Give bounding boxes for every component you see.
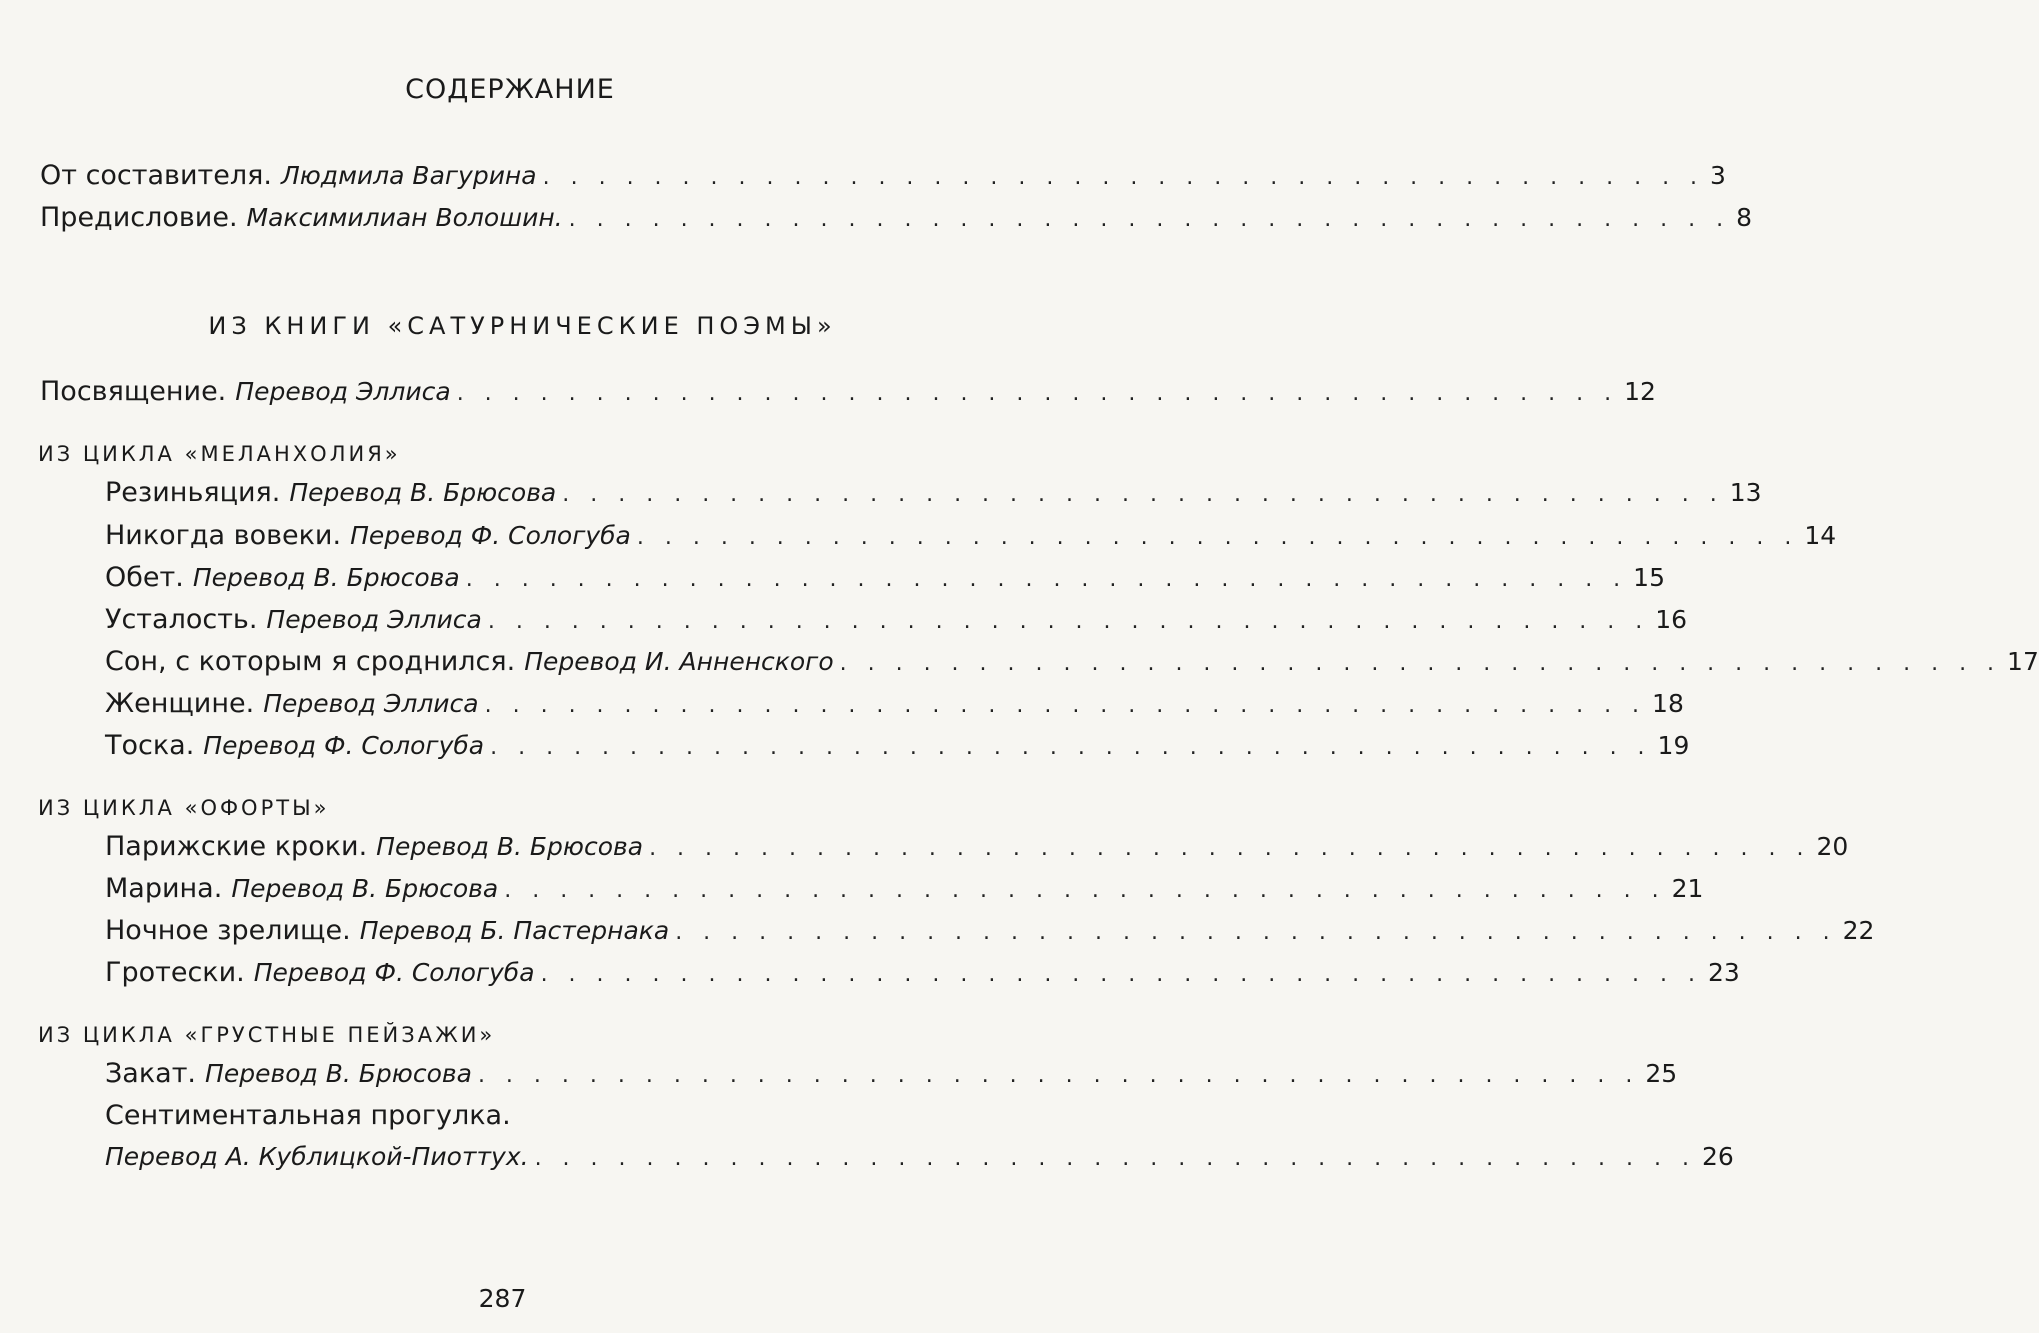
leader-dots: . . . . . . . . . . . . . . . . . . . . . . . . . . . . . . . . . . . . . . . . . . <box>675 920 1837 945</box>
entry-author: Перевод В. Брюсова <box>289 478 557 507</box>
section-heading: ИЗ КНИГИ «САТУРНИЧЕСКИЕ ПОЭМЫ» <box>208 312 837 340</box>
entry-author: Перевод Б. Пастернака <box>359 916 670 945</box>
entry-page: 20 <box>1816 832 1849 861</box>
leader-dots: . . . . . . . . . . . . . . . . . . . . . . . . . . . . . . . . . . . . . . . . . . <box>534 1146 1696 1171</box>
entry-title: Обет. <box>105 562 184 593</box>
entry-title: Парижские кроки. <box>105 831 368 862</box>
entry-page: 13 <box>1729 478 1762 507</box>
page-title: СОДЕРЖАНИЕ <box>405 74 615 105</box>
entry-author: Максимилиан Волошин. <box>246 203 563 232</box>
entry-author: Перевод Эллиса <box>266 605 482 634</box>
toc-entry[interactable] <box>105 1100 960 1144</box>
entry-title: Ночное зрелище. <box>105 915 351 946</box>
entry-title: Никогда вовеки. <box>105 520 342 551</box>
leader-dots: . . . . . . . . . . . . . . . . . . . . . . . . . . . . . . . . . . . . . . . . . . <box>649 836 1811 861</box>
leader-dots: . . . . . . . . . . . . . . . . . . . . . . . . . . . . . . . . . . . . . . . . . . <box>484 693 1647 718</box>
leader-dots: . . . . . . . . . . . . . . . . . . . . . . . . . . . . . . . . . . . . . . . . . . <box>562 482 1724 507</box>
toc-entry[interactable] <box>40 202 1752 246</box>
entry-page: 18 <box>1652 689 1684 718</box>
entry-title: Тоска. <box>105 730 195 761</box>
entry-page: 12 <box>1624 377 1656 406</box>
toc-entry[interactable] <box>105 730 1690 774</box>
leader-dots: . . . . . . . . . . . . . . . . . . . . . . . . . . . . . . . . . . . . . . . . . . <box>542 165 1705 190</box>
entry-page: 22 <box>1842 916 1875 945</box>
entry-author: Перевод Ф. Сологуба <box>350 521 631 550</box>
toc-entry[interactable] <box>105 562 1665 606</box>
leader-dots: . . . . . . . . . . . . . . . . . . . . . . . . . . . . . . . . . . . . . . . . . . <box>465 567 1628 592</box>
toc-entry[interactable] <box>105 604 1688 648</box>
entry-page: 8 <box>1736 203 1752 232</box>
toc-entry[interactable] <box>105 1058 1678 1102</box>
page-number: 287 <box>478 1284 527 1313</box>
toc-entry[interactable] <box>105 957 1740 1001</box>
leader-dots: . . . . . . . . . . . . . . . . . . . . . . . . . . . . . . . . . . . . . . . . . . <box>490 735 1652 760</box>
entry-title: Посвящение. <box>40 376 227 407</box>
entry-author: Перевод Ф. Сологуба <box>253 958 535 987</box>
toc-entry[interactable] <box>40 376 1656 420</box>
entry-title: Усталость. <box>105 604 258 635</box>
toc-entry[interactable] <box>105 646 2039 690</box>
entry-page: 15 <box>1633 563 1665 592</box>
entry-page: 21 <box>1671 874 1704 903</box>
entry-author: Перевод Эллиса <box>235 377 451 406</box>
entry-page: 3 <box>1710 161 1726 190</box>
entry-author: Перевод В. Брюсова <box>192 563 460 592</box>
toc-entry[interactable] <box>105 520 1837 564</box>
leader-dots: . . . . . . . . . . . . . . . . . . . . . . . . . . . . . . . . . . . . . . . . . . <box>456 381 1619 406</box>
leader-dots: . . . . . . . . . . . . . . . . . . . . . . . . . . . . . . . . . . . . . . . . . . <box>636 525 1799 550</box>
entry-title: Предисловие. <box>40 202 238 233</box>
entry-page: 23 <box>1708 958 1740 987</box>
entry-page: 14 <box>1804 521 1837 550</box>
cycle-heading: ИЗ ЦИКЛА «МЕЛАНХОЛИЯ» <box>38 442 401 466</box>
entry-author: Перевод Ф. Сологуба <box>203 731 485 760</box>
cycle-heading: ИЗ ЦИКЛА «ГРУСТНЫЕ ПЕЙЗАЖИ» <box>38 1023 496 1047</box>
entry-author: Людмила Вагурина <box>280 161 537 190</box>
toc-entry[interactable] <box>105 831 1849 875</box>
entry-title: От составителя. <box>40 160 272 191</box>
entry-page: 17 <box>2007 647 2039 676</box>
entry-page: 25 <box>1645 1059 1678 1088</box>
toc-entry[interactable] <box>105 873 1704 917</box>
entry-author: Перевод А. Кублицкой-Пиоттух. <box>105 1142 529 1171</box>
leader-dots: . . . . . . . . . . . . . . . . . . . . . . . . . . . . . . . . . . . . . . . . . . <box>839 651 2002 676</box>
entry-author: Перевод В. Брюсова <box>205 1059 472 1088</box>
toc-entry[interactable] <box>105 477 1762 521</box>
toc-entry[interactable] <box>40 160 1726 204</box>
entry-title: Сон, с которым я сроднился. <box>105 646 516 677</box>
toc-entry-continuation[interactable] <box>105 1142 1734 1186</box>
entry-title: Марина. <box>105 873 223 904</box>
cycle-heading: ИЗ ЦИКЛА «ОФОРТЫ» <box>38 796 330 820</box>
entry-page: 16 <box>1655 605 1688 634</box>
leader-dots: . . . . . . . . . . . . . . . . . . . . . . . . . . . . . . . . . . . . . . . . . . <box>487 609 1650 634</box>
entry-page: 19 <box>1657 731 1690 760</box>
entry-author: Перевод Эллиса <box>263 689 479 718</box>
toc-entry[interactable] <box>105 688 1684 732</box>
entry-title: Женщине. <box>105 688 255 719</box>
leader-dots: . . . . . . . . . . . . . . . . . . . . . . . . . . . . . . . . . . . . . . . . . . <box>477 1063 1640 1088</box>
entry-title: Закат. <box>105 1058 197 1089</box>
entry-title: Гротески. <box>105 957 245 988</box>
entry-author: Перевод И. Анненского <box>524 647 834 676</box>
leader-dots: . . . . . . . . . . . . . . . . . . . . . . . . . . . . . . . . . . . . . . . . . . <box>568 207 1731 232</box>
entry-title: Сентиментальная прогулка. <box>105 1100 511 1131</box>
entry-author: Перевод В. Брюсова <box>231 874 499 903</box>
entry-author: Перевод В. Брюсова <box>376 832 644 861</box>
toc-entry[interactable] <box>105 915 1875 959</box>
entry-page: 26 <box>1702 1142 1734 1171</box>
entry-title: Резиньяция. <box>105 477 281 508</box>
leader-dots: . . . . . . . . . . . . . . . . . . . . . . . . . . . . . . . . . . . . . . . . . . <box>504 878 1666 903</box>
leader-dots: . . . . . . . . . . . . . . . . . . . . . . . . . . . . . . . . . . . . . . . . . . <box>540 962 1702 987</box>
